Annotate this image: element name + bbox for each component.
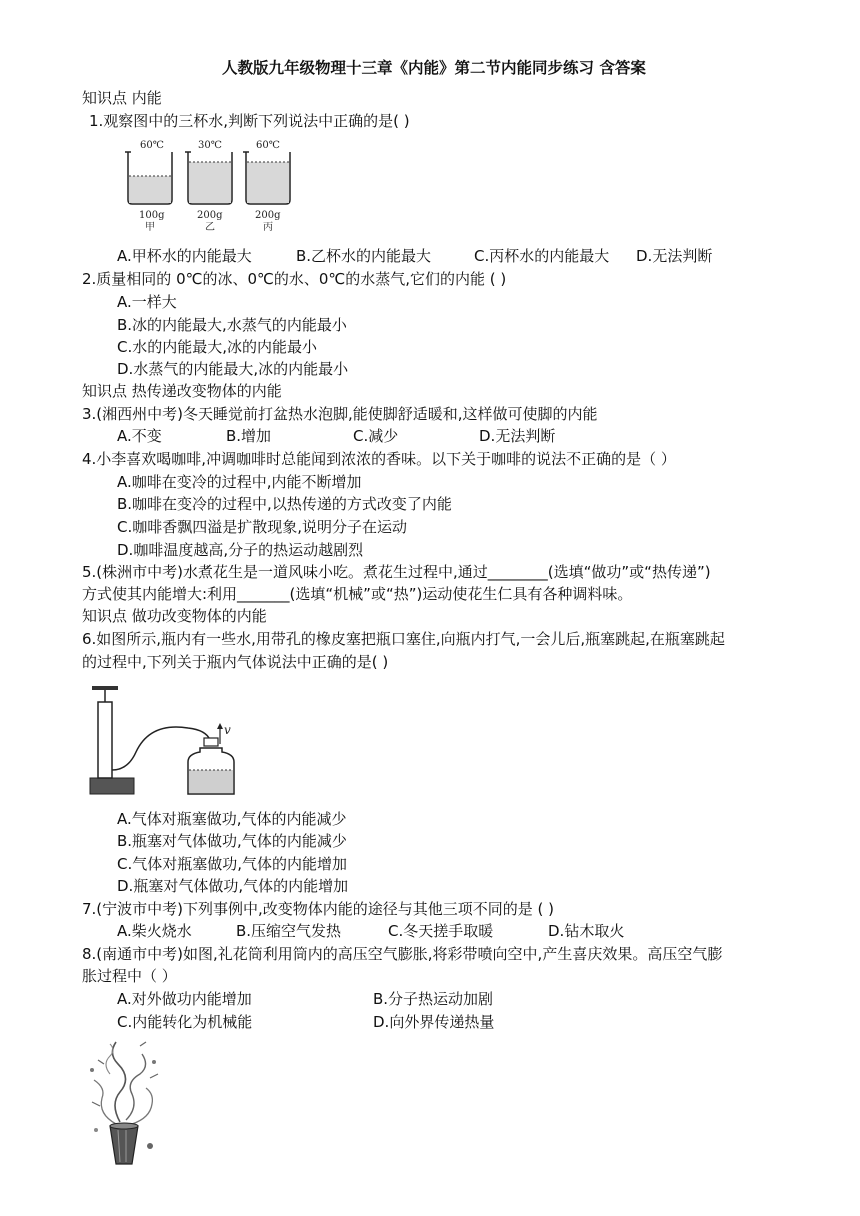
question-3-stem: 3.(湘西州中考)冬天睡觉前打盆热水泡脚,能使脚舒适暖和,这样做可使脚的内能 — [82, 405, 598, 423]
popper-tube — [110, 1126, 138, 1164]
ribbon — [132, 1088, 152, 1124]
question-4-option-c: C.咖啡香飘四溢是扩散现象,说明分子在运动 — [117, 518, 408, 536]
question-5-line-1: 5.(株洲市中考)水煮花生是一道风味小吃。煮花生过程中,通过________(选填“做功”或“热传递”) — [82, 563, 711, 581]
question-8-option-a: A.对外做功内能增加 — [117, 990, 252, 1008]
beaker-bing — [243, 140, 290, 233]
question-7-stem: 7.(宁波市中考)下列事例中,改变物体内能的途径与其他三项不同的是 ( ) — [82, 900, 555, 918]
pump-base — [90, 778, 134, 794]
ribbon — [112, 1042, 125, 1122]
page-title: 人教版九年级物理十三章《内能》第二节内能同步练习 含答案 — [222, 59, 646, 77]
question-8-line-1: 8.(南通市中考)如图,礼花筒利用筒内的高压空气膨胀,将彩带喷向空中,产生喜庆效果。高压空气膨 — [82, 945, 723, 963]
question-6-option-a: A.气体对瓶塞做功,气体的内能减少 — [117, 810, 347, 828]
question-1-stem: 1.观察图中的三杯水,判断下列说法中正确的是( ) — [89, 112, 410, 130]
ribbon — [94, 1080, 116, 1124]
beaker-name-label: 丙 — [263, 222, 273, 233]
question-8-option-b: B.分子热运动加剧 — [373, 990, 494, 1008]
question-3-option-b: B.增加 — [226, 427, 272, 445]
question-6-line-1: 6.如图所示,瓶内有一些水,用带孔的橡皮塞把瓶口塞住,向瓶内打气,一会儿后,瓶塞跳起,在瓶塞跳起 — [82, 630, 725, 648]
question-4-option-d: D.咖啡温度越高,分子的热运动越剧烈 — [117, 541, 364, 559]
question-6-line-2: 的过程中,下列关于瓶内气体说法中正确的是( ) — [82, 653, 389, 671]
question-1-option-c: C.丙杯水的内能最大 — [474, 247, 610, 265]
section-heading: 知识点 做功改变物体的内能 — [82, 607, 267, 625]
beaker-mass-label: 200g — [255, 210, 281, 221]
question-3-option-c: C.减少 — [353, 427, 399, 445]
question-7-option-b: B.压缩空气发热 — [236, 922, 342, 940]
question-7-option-d: D.钻木取火 — [548, 922, 625, 940]
beaker-temp-label: 30℃ — [198, 140, 222, 151]
beaker-name-label: 乙 — [205, 222, 215, 233]
question-3-option-a: A.不变 — [117, 427, 162, 445]
beaker-temp-label: 60℃ — [256, 140, 280, 151]
question-5-line-2: 方式使其内能增大:利用_______(选填“机械”或“热”)运动使花生仁具有各种调料味。 — [82, 585, 633, 603]
question-8-option-d: D.向外界传递热量 — [373, 1013, 495, 1031]
question-1-option-a: A.甲杯水的内能最大 — [117, 247, 252, 265]
bottle-stopper — [204, 738, 218, 746]
pump-cylinder — [98, 702, 112, 778]
question-2-option-d: D.水蒸气的内能最大,冰的内能最小 — [117, 360, 349, 378]
beaker-name-label: 甲 — [145, 222, 155, 233]
question-6-option-b: B.瓶塞对气体做功,气体的内能减少 — [117, 832, 347, 850]
velocity-label: v — [224, 723, 231, 737]
question-6-option-d: D.瓶塞对气体做功,气体的内能增加 — [117, 877, 349, 895]
section-heading: 知识点 内能 — [82, 89, 162, 107]
beaker-mass-label: 200g — [197, 210, 223, 221]
pump-bottle-figure — [88, 682, 238, 800]
beaker-mass-label: 100g — [139, 210, 165, 221]
question-2-option-c: C.水的内能最大,冰的内能最小 — [117, 338, 318, 356]
beakers-figure — [124, 136, 294, 236]
section-heading: 知识点 热传递改变物体的内能 — [82, 382, 282, 400]
question-7-option-c: C.冬天搓手取暖 — [388, 922, 494, 940]
question-4-option-b: B.咖啡在变冷的过程中,以热传递的方式改变了内能 — [117, 495, 452, 513]
question-1-option-b: B.乙杯水的内能最大 — [296, 247, 432, 265]
beaker-jia — [125, 140, 172, 233]
party-popper-figure — [80, 1034, 170, 1168]
beaker-temp-label: 60℃ — [140, 140, 164, 151]
beaker-yi — [185, 140, 232, 233]
question-2-option-b: B.冰的内能最大,水蒸气的内能最小 — [117, 316, 347, 334]
question-2-option-a: A.一样大 — [117, 293, 177, 311]
question-4-option-a: A.咖啡在变冷的过程中,内能不断增加 — [117, 473, 362, 491]
question-8-option-c: C.内能转化为机械能 — [117, 1013, 253, 1031]
question-4-stem: 4.小李喜欢喝咖啡,冲调咖啡时总能闻到浓浓的香味。以下关于咖啡的说法不正确的是（ ） — [82, 450, 676, 468]
question-6-option-c: C.气体对瓶塞做功,气体的内能增加 — [117, 855, 348, 873]
bottle-water — [189, 770, 233, 793]
question-7-option-a: A.柴火烧水 — [117, 922, 192, 940]
question-2-stem: 2.质量相同的 0℃的冰、0℃的水、0℃的水蒸气,它们的内能 ( ) — [82, 270, 507, 288]
question-8-line-2: 胀过程中（ ） — [82, 967, 177, 985]
ribbon — [126, 1054, 146, 1120]
question-3-option-d: D.无法判断 — [479, 427, 556, 445]
question-1-option-d: D.无法判断 — [636, 247, 713, 265]
pump-handle — [92, 686, 118, 690]
